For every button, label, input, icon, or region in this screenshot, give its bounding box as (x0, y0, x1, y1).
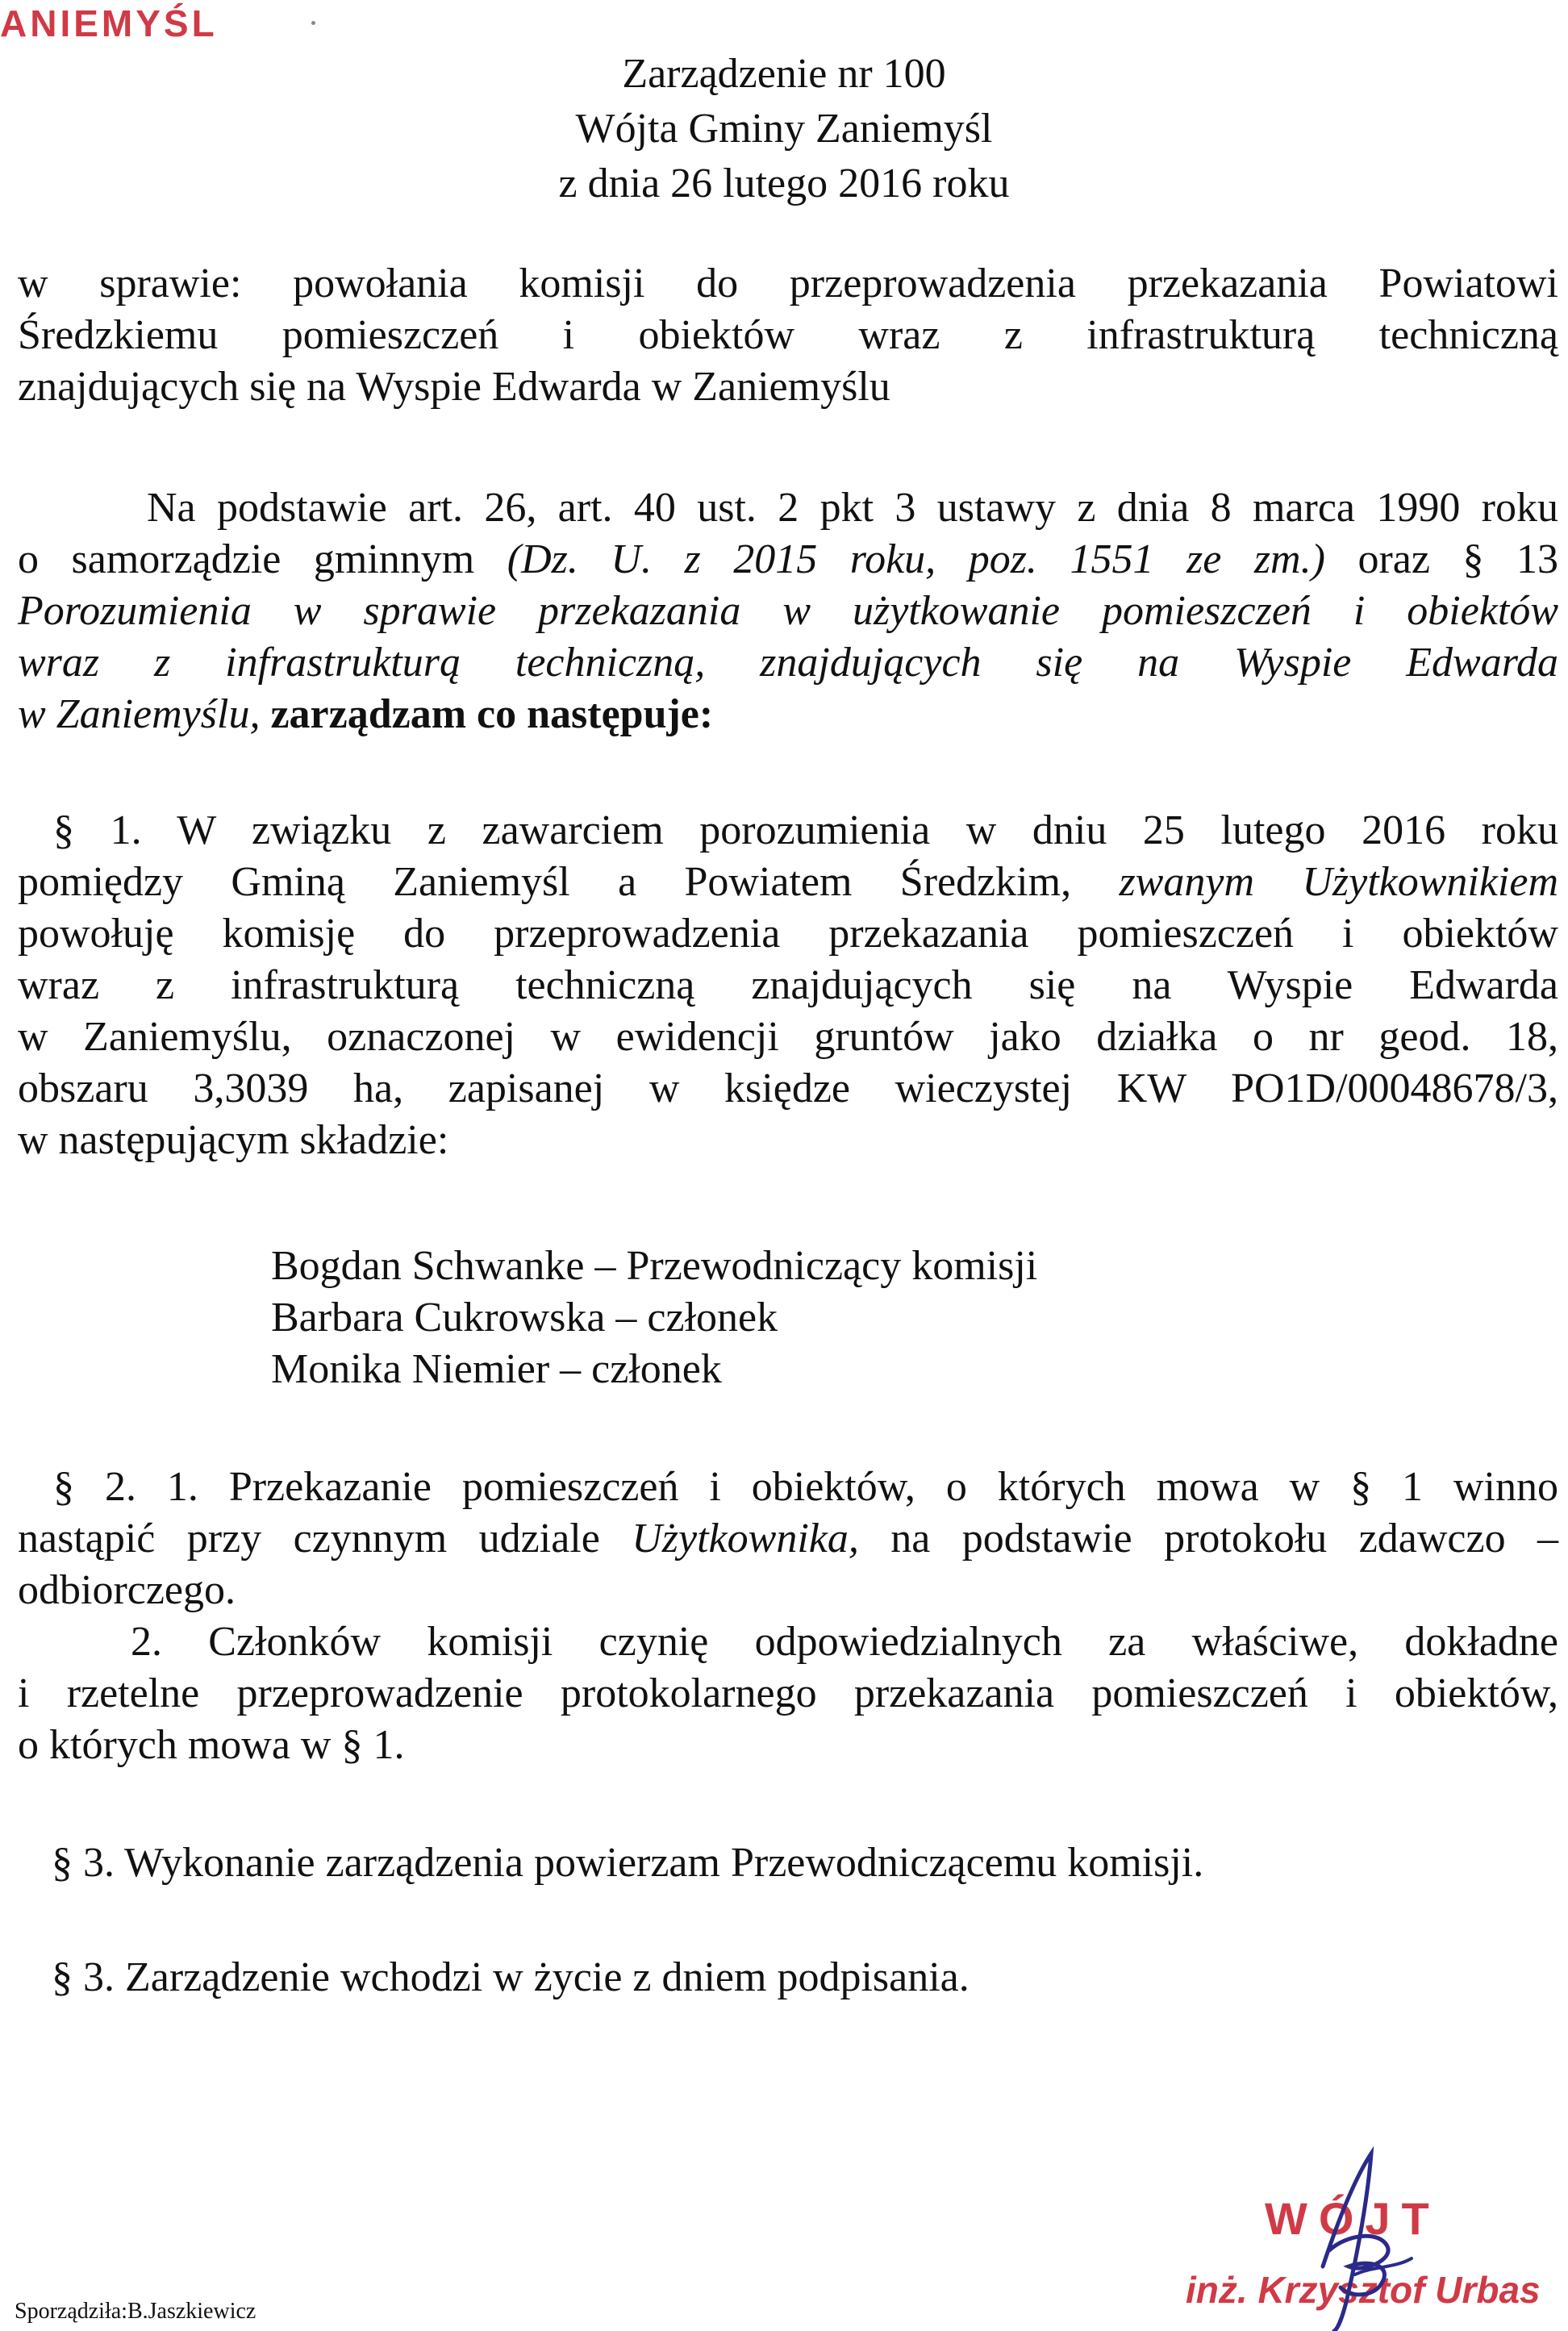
para1-line: w Zaniemyślu, oznaczonej w ewidencji gruntów jako działka o nr geod. 18, (18, 1014, 1558, 1060)
order-number: Zarządzenie nr 100 (622, 51, 946, 97)
para2-text: na podstawie protokołu zdawczo – (890, 1516, 1559, 1562)
paragraph-3: § 3. Wykonanie zarządzenia powierzam Przewodniczącemu komisji. (52, 1840, 1204, 1886)
paragraph-4: § 3. Zarządzenie wchodzi w życie z dniem podpisania. (52, 1954, 970, 2000)
para2-line: § 2. 1. Przekazanie pomieszczeń i obiektów, o których mowa w § 1 winno (53, 1464, 1558, 1510)
committee-members (271, 1241, 1037, 1395)
para1-line: obszaru 3,3039 ha, zapisanej w księdze wieczystej KW PO1D/00048678/3, (18, 1065, 1558, 1111)
para2-line: 2. Członków komisji czynię odpowiedzialnych za właściwe, dokładne (131, 1619, 1558, 1665)
paragraph-1 (18, 805, 1558, 1166)
basis-text: o samorządzie gminnym (18, 536, 475, 582)
basis-line: Na podstawie art. 26, art. 40 ust. 2 pkt 3 ustawy z dnia 8 marca 1990 roku (147, 485, 1558, 531)
subject-line: w sprawie: powołania komisji do przeprowadzenia przekazania Powiatowi (18, 261, 1558, 306)
signer-stamp: inż. Krzysztof Urbas (1186, 2269, 1541, 2311)
basis-line: wraz z infrastrukturą techniczną, znajdujących się na Wyspie Edwarda (18, 640, 1558, 686)
para1-line: § 1. W związku z zawarciem porozumienia w dniu 25 lutego 2016 roku (53, 807, 1558, 853)
para2-line: o których mowa w § 1. (18, 1722, 405, 1768)
para1-line: wraz z infrastrukturą techniczną znajdujących się na Wyspie Edwarda (18, 962, 1558, 1008)
para1-line: w następującym składzie: (18, 1117, 449, 1163)
basis-decree: zarządzam co następuje: (270, 691, 714, 737)
para1-user: zwanym Użytkownikiem (1119, 859, 1559, 905)
para2-text: nastąpić przy czynnym udziale (18, 1516, 600, 1562)
para1-line: powołuję komisję do przeprowadzenia przekazania pomieszczeń i obiektów (18, 911, 1558, 957)
legal-basis-paragraph (18, 482, 1558, 740)
document-header (0, 47, 1568, 211)
subject-line: Średzkiemu pomieszczeń i obiektów wraz z infrastrukturą techniczną (18, 312, 1558, 358)
member-item: Bogdan Schwanke – Przewodniczący komisji (271, 1243, 1038, 1289)
handwritten-signature (1291, 2145, 1420, 2331)
paragraph-2 (18, 1462, 1558, 1771)
para1-line (18, 857, 1558, 908)
basis-line (18, 689, 1558, 740)
basis-line: Porozumienia w sprawie przekazania w użytkowanie pomieszczeń i obiektów (18, 588, 1558, 634)
para2-line: i rzetelne przeprowadzenie protokolarnego przekazania pomieszczeń i obiektów, (18, 1670, 1558, 1716)
basis-line (18, 534, 1558, 586)
basis-citation: (Dz. U. z 2015 roku, poz. 1551 ze zm.) (507, 536, 1325, 582)
issuer: Wójta Gminy Zaniemyśl (575, 106, 993, 152)
para1-text: pomiędzy Gminą Zaniemyśl a Powiatem Średzkim, (18, 859, 1072, 905)
member-item: Monika Niemier – członek (271, 1346, 722, 1392)
issue-date: z dnia 26 lutego 2016 roku (558, 161, 1010, 206)
para2-line: odbiorczego. (18, 1567, 236, 1613)
top-stamp: ANIEMYŚL (0, 2, 218, 44)
subject-line: znajdujących się na Wyspie Edwarda w Zaniemyślu (18, 364, 890, 410)
prepared-by: Sporządziła:B.Jaszkiewicz (15, 2299, 256, 2324)
subject-paragraph (18, 258, 1558, 413)
member-item: Barbara Cukrowska – członek (271, 1295, 778, 1341)
basis-place: w Zaniemyślu, (18, 691, 261, 737)
wojt-stamp: WÓJT (1265, 2193, 1441, 2244)
scan-dot (311, 21, 315, 25)
para2-user: Użytkownika, (632, 1516, 859, 1562)
basis-text: oraz § 13 (1357, 536, 1558, 582)
para2-line (18, 1513, 1558, 1565)
